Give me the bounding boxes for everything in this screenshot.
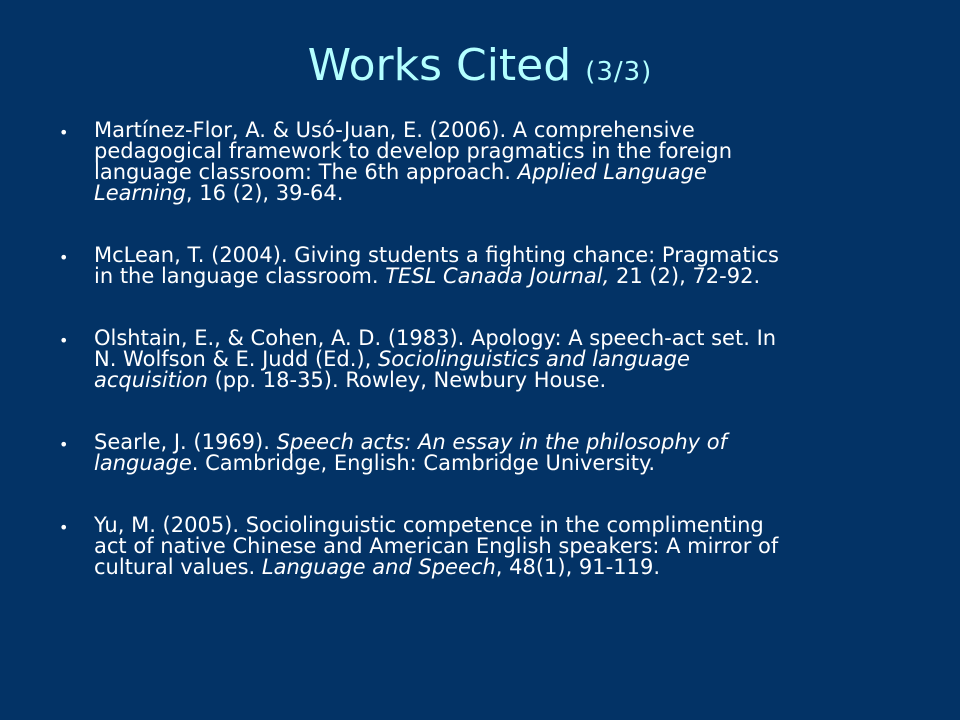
bullet-icon: • <box>59 123 69 142</box>
reference-text: Yu, M. (2005). Sociolinguistic competence in the complimenting <box>94 513 764 537</box>
reference-line <box>94 245 910 266</box>
reference-text: Martínez-Flor, A. & Usó-Juan, E. (2006). A comprehensive <box>94 118 695 142</box>
reference-italic-text: acquisition <box>94 368 208 392</box>
reference-line <box>94 162 910 183</box>
reference-text: language classroom: The 6th approach. <box>94 160 518 184</box>
references-list <box>0 120 960 619</box>
reference-italic-text: TESL Canada Journal, <box>385 264 610 288</box>
bullet-icon: • <box>59 518 69 537</box>
reference-line <box>94 183 910 204</box>
reference-item <box>0 120 960 204</box>
reference-item <box>0 515 960 578</box>
reference-text: pedagogical framework to develop pragmatics in the foreign <box>94 139 733 163</box>
bullet-icon: • <box>59 331 69 350</box>
reference-line <box>94 266 910 287</box>
reference-italic-text: Learning <box>94 181 186 205</box>
reference-text: . Cambridge, English: Cambridge University. <box>191 451 656 475</box>
reference-line <box>94 432 910 453</box>
bullet-icon: • <box>59 248 69 267</box>
reference-italic-text: Sociolinguistics and language <box>377 347 690 371</box>
reference-line <box>94 370 910 391</box>
reference-italic-text: Speech acts: An essay in the philosophy of <box>276 430 727 454</box>
reference-text: N. Wolfson & E. Judd (Ed.), <box>94 347 378 371</box>
reference-text: McLean, T. (2004). Giving students a fighting chance: Pragmatics <box>94 243 779 267</box>
reference-text: Olshtain, E., & Cohen, A. D. (1983). Apology: A speech-act set. In <box>94 326 777 350</box>
reference-line <box>94 141 910 162</box>
reference-line <box>94 328 910 349</box>
reference-item <box>0 432 960 474</box>
reference-text: 21 (2), 72-92. <box>609 264 761 288</box>
title-text: Works Cited <box>307 40 572 91</box>
reference-item <box>0 328 960 391</box>
reference-text: in the language classroom. <box>94 264 386 288</box>
reference-line <box>94 453 910 474</box>
reference-text: , 48(1), 91-119. <box>495 555 660 579</box>
reference-italic-text: Language and Speech <box>261 555 496 579</box>
reference-item <box>0 245 960 287</box>
reference-line <box>94 349 910 370</box>
reference-italic-text: Applied Language <box>517 160 707 184</box>
reference-italic-text: language <box>94 451 192 475</box>
slide-title <box>0 38 960 100</box>
reference-text: (pp. 18-35). Rowley, Newbury House. <box>207 368 607 392</box>
reference-text: act of native Chinese and American English speakers: A mirror of <box>94 534 779 558</box>
reference-line <box>94 515 910 536</box>
slide-counter: (3/3) <box>585 57 653 87</box>
reference-text: , 16 (2), 39-64. <box>185 181 344 205</box>
reference-text: cultural values. <box>94 555 262 579</box>
reference-line <box>94 536 910 557</box>
reference-line <box>94 120 910 141</box>
bullet-icon: • <box>59 435 69 454</box>
reference-text: Searle, J. (1969). <box>94 430 277 454</box>
reference-line <box>94 557 910 578</box>
